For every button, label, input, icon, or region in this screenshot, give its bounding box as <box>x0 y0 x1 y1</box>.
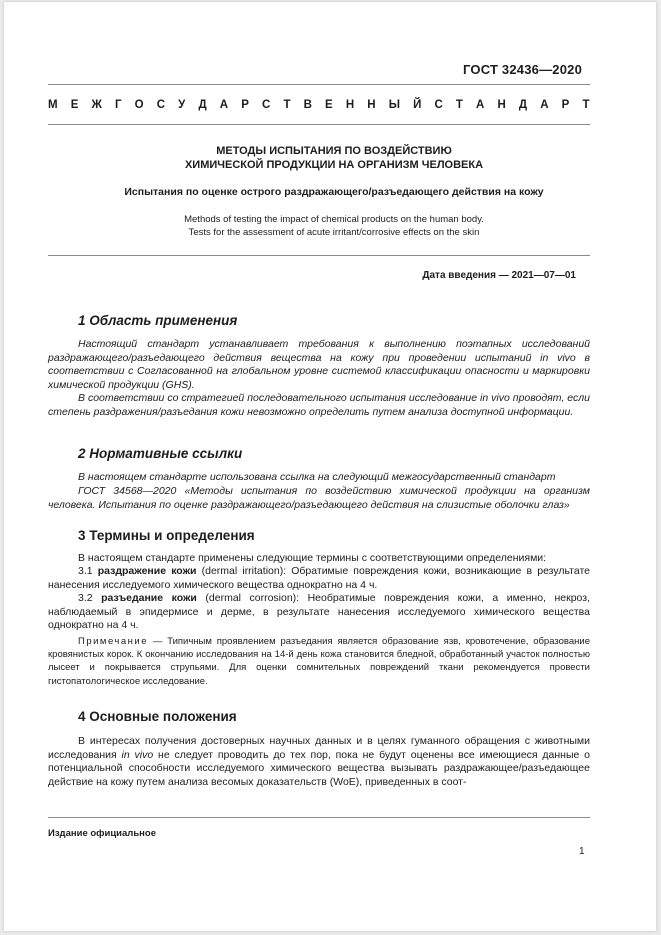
basic-provisions-paragraph <box>48 735 590 789</box>
english-title <box>74 213 594 239</box>
english-title-line-2: Tests for the assessment of acute irritant/corrosive effects on the skin <box>188 227 480 238</box>
edition-label: Издание официальное <box>48 828 156 839</box>
footer-rule <box>48 817 590 818</box>
title-rule <box>48 255 590 256</box>
title-line-2: ХИМИЧЕСКОЙ ПРОДУКЦИИ НА ОРГАНИЗМ ЧЕЛОВЕКА <box>184 159 484 171</box>
standard-code: ГОСТ 32436—2020 <box>463 62 582 77</box>
document-subtitle: Испытания по оценке острого раздражающего/разъедающего действия на кожу <box>124 186 544 198</box>
terms-intro: В настоящем стандарте применены следующие термины с соответствующими определениями: <box>78 552 547 564</box>
page-number: 1 <box>579 846 585 857</box>
section-heading-terms: 3 Термины и определения <box>78 528 255 543</box>
term-name: раздражение кожи <box>97 565 197 577</box>
scope-paragraph-2: В соответствии со стратегией последовательного испытания исследование in vivo проводят, если степень раздражения/разъедания кожи невозможно определить путем анализа доступной информации. <box>48 392 590 418</box>
header-rule <box>48 84 590 85</box>
references-paragraph-1: В настоящем стандарте использована ссылка на следующий межгосударственный стандарт <box>78 471 556 483</box>
section-heading-references: 2 Нормативные ссылки <box>78 446 243 461</box>
term-number: 3.1 <box>78 565 98 577</box>
title-line-1: МЕТОДЫ ИСПЫТАНИЯ ПО ВОЗДЕЙСТВИЮ <box>216 145 452 157</box>
document-page <box>4 2 656 931</box>
term-definition: (dermal corrosion): Необратимые повреждения кожи, а именно, некроз, наблюдаемый в эпидермисе и дерме, в результате нанесения исследуемого химического вещества однократно на 4 ч. <box>48 592 591 632</box>
scope-paragraph-1: Настоящий стандарт устанавливает требования к выполнению поэтапных исследований раздражающего/разъедающего действия вещества на кожу при проведении испытаний in vivo в соответствии с Согласованной на глобальном уровне системой классификации опасности и маркировки химической продукции (GHS). <box>48 338 590 391</box>
note-text: — Типичным проявлением разъедания является образование язв, кровотечение, образование кровянистых корок. К окончанию исследования на 14-й день кожа становится бледной, обработанный участок полностью лысеет и покрывается струпьями. Для оценки сомнительных повреждений ткани рекомендуется провести гистопатологическое исследование. <box>48 636 590 687</box>
header-rule-lower <box>48 124 590 125</box>
paragraph-text-cont: не следует проводить до тех пор, пока не будут оценены все имеющиеся данные о потенциальной способности исследуемого химического вещества вызывать раздражающее/разъедающее действие на кожу путем анализа весомых доказательств (WoE), приведенных в соот- <box>48 748 591 788</box>
interstate-standard-label: М Е Ж Г О С У Д А Р С Т В Е Н Н Ы Й С Т А Н Д А Р Т <box>48 99 590 111</box>
term-definition: (dermal irritation): Обратимые повреждения кожи, возникающие в результате нанесения исследуемого химического вещества однократно на 4 ч. <box>48 565 591 591</box>
term-dermal-corrosion <box>48 592 590 633</box>
paragraph-text: В интересах получения достоверных научных данных и в целях гуманного обращения с животными исследования <box>48 735 590 761</box>
references-paragraph-2: ГОСТ 34568—2020 «Методы испытания по воздействию химической продукции на организм человека. Испытания по оценке раздражающего/разъедающего действия на слизистые оболочки глаз» <box>48 485 590 511</box>
english-title-line-1: Methods of testing the impact of chemical products on the human body. <box>184 214 484 225</box>
section-heading-scope: 1 Область применения <box>78 313 238 328</box>
terms-note <box>48 635 590 688</box>
document-title <box>74 144 594 172</box>
term-number: 3.2 <box>78 592 102 604</box>
note-label: Примечание <box>78 636 148 647</box>
term-name: разъедание кожи <box>101 592 197 604</box>
term-dermal-irritation <box>48 565 590 592</box>
introduction-date: Дата введения — 2021—07—01 <box>422 270 576 281</box>
section-heading-basic-provisions: 4 Основные положения <box>78 709 237 724</box>
paragraph-italic: in vivo <box>121 748 154 761</box>
